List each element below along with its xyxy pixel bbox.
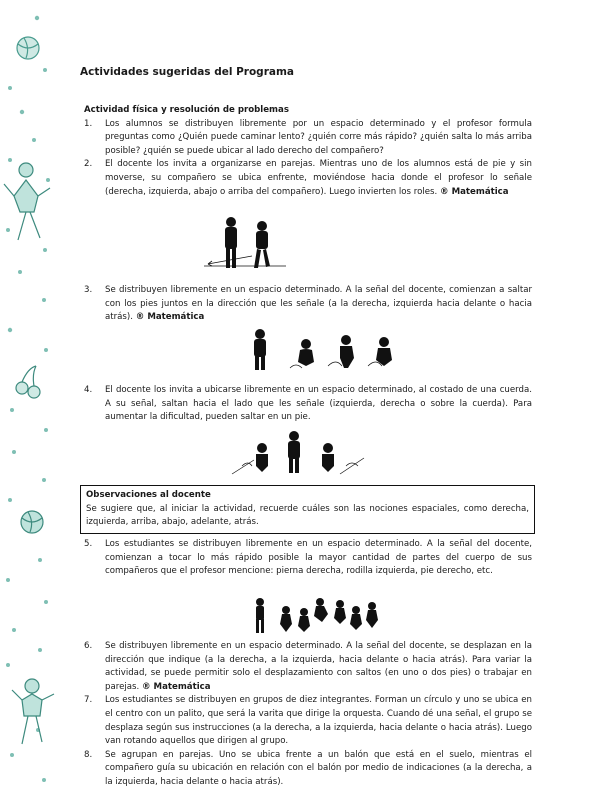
page-title: Actividades sugeridas del Programa	[80, 66, 294, 78]
math-tag: ® Matemática	[135, 312, 205, 323]
cherries-doodle-icon	[16, 366, 40, 398]
children-pair-icon	[200, 216, 290, 272]
child-doodle-icon	[12, 679, 54, 744]
section-activities-2	[84, 284, 532, 325]
list-item-number: 3.	[84, 285, 93, 295]
list-item-text: El docente los invita a ubicarse libremente en un espacio determinado, al costado de una cuerda. A su señal, saltan hacia el lado que les señale (izquierda, derecha o sobre la cuerda). Para aumentar la dificultad, pueden saltar en un pie.	[105, 385, 532, 423]
list-item	[84, 384, 532, 425]
list-item-text: Los estudiantes se distribuyen en grupos de diez integrantes. Forman un círculo y uno se ubica en el centro con un palito, que será la varita que dirige la orquesta. Cuando dé una señal, el grupo se desplaza según sus instrucciones (a la derecha, a la izquierda, hacia delante o hacia atrás). Luego van rotando aquellos que dirigen al grupo.	[105, 695, 532, 747]
ball-doodle-icon	[21, 511, 43, 533]
section-activities-4	[84, 538, 532, 579]
list-item-number: 8.	[84, 749, 93, 760]
running-group-icon	[252, 596, 382, 636]
section-activities-5	[84, 640, 532, 790]
list-item-number: 1.	[84, 118, 93, 129]
list-item	[84, 694, 532, 748]
section-title: Actividad física y resolución de problemas	[84, 105, 289, 115]
illustration-group	[252, 596, 382, 636]
illustration-rope	[228, 430, 368, 476]
list-item-text: Los estudiantes se distribuyen libremente en un espacio determinado. A la señal del docente, comienzan a tocar lo más rápido posible la mayor cantidad de partes del cuerpo de sus compañeros que el profesor mencione: pierna derecha, rodilla izquierda, pie derecho, etc.	[105, 539, 532, 577]
section-activities-3	[84, 384, 532, 425]
list-item-text: Se agrupan en parejas. Uno se ubica frente a un balón que está en el suelo, mientras el compañero guía su ubicación en relación con el balón por medio de indicaciones (a la derecha, a la izquierda, hacia delante o hacia atrás).	[105, 749, 532, 787]
section-activities-1	[84, 104, 532, 199]
rope-jump-icon	[228, 430, 368, 476]
list-item	[84, 118, 532, 159]
list-item-number: 5.	[84, 539, 93, 549]
list-item-text: Los alumnos se distribuyen libremente por un espacio determinado y el profesor formula preguntas como ¿Quién puede caminar lento? ¿quién corre más rápido? ¿quién salta lo más arriba posible? ¿quién se puede ubicar al lado derecho del compañero?	[105, 118, 532, 156]
observations-box	[80, 485, 535, 534]
math-tag: ® Matemática	[141, 681, 211, 692]
jumping-children-icon	[250, 328, 400, 372]
list-item-number: 2.	[84, 159, 93, 170]
list-item-text: Se distribuyen libremente en un espacio determinado. A la señal del docente, se desplazan en la dirección que indique (a la derecha, a la izquierda, hacia delante o hacia atrás). Para variar la actividad, se puede permitir solo el desplazamiento con saltos (en uno o dos pies) o trabajar en parejas. ® Matemática	[105, 641, 532, 692]
list-item-text: El docente los invita a organizarse en parejas. Mientras uno de los alumnos está de pie y sin moverse, su compañero se ubica enfrente, moviéndose hacia donde el profesor lo señale (derecha, izquierda, abajo o arriba del compañero). Luego invierten los roles. ® Matemática	[105, 159, 532, 197]
observations-text: Se sugiere que, al iniciar la actividad, recuerde cuáles son las nociones espaciales, como derecha, izquierda, arriba, abajo, adelante, atrás.	[86, 503, 529, 528]
ball-doodle-icon	[17, 37, 39, 59]
list-item	[84, 284, 532, 325]
list-item-text: Se distribuyen libremente en un espacio determinado. A la señal del docente, comienzan a saltar con los pies juntos en la dirección que les señale (a la derecha, izquierda hacia delante o hacia atrás). ® Matemática	[105, 285, 532, 323]
list-item	[84, 538, 532, 579]
decorative-margin	[0, 0, 70, 800]
list-item	[84, 749, 532, 790]
observations-heading: Observaciones al docente	[86, 490, 211, 500]
illustration-pair	[200, 216, 290, 272]
list-item	[84, 158, 532, 199]
child-doodle-icon	[4, 163, 50, 240]
list-item-number: 7.	[84, 695, 93, 706]
math-tag: ® Matemática	[440, 186, 509, 197]
list-item-number: 6.	[84, 641, 93, 651]
list-item	[84, 640, 532, 694]
list-item-number: 4.	[84, 385, 93, 395]
illustration-jumping	[250, 328, 400, 372]
